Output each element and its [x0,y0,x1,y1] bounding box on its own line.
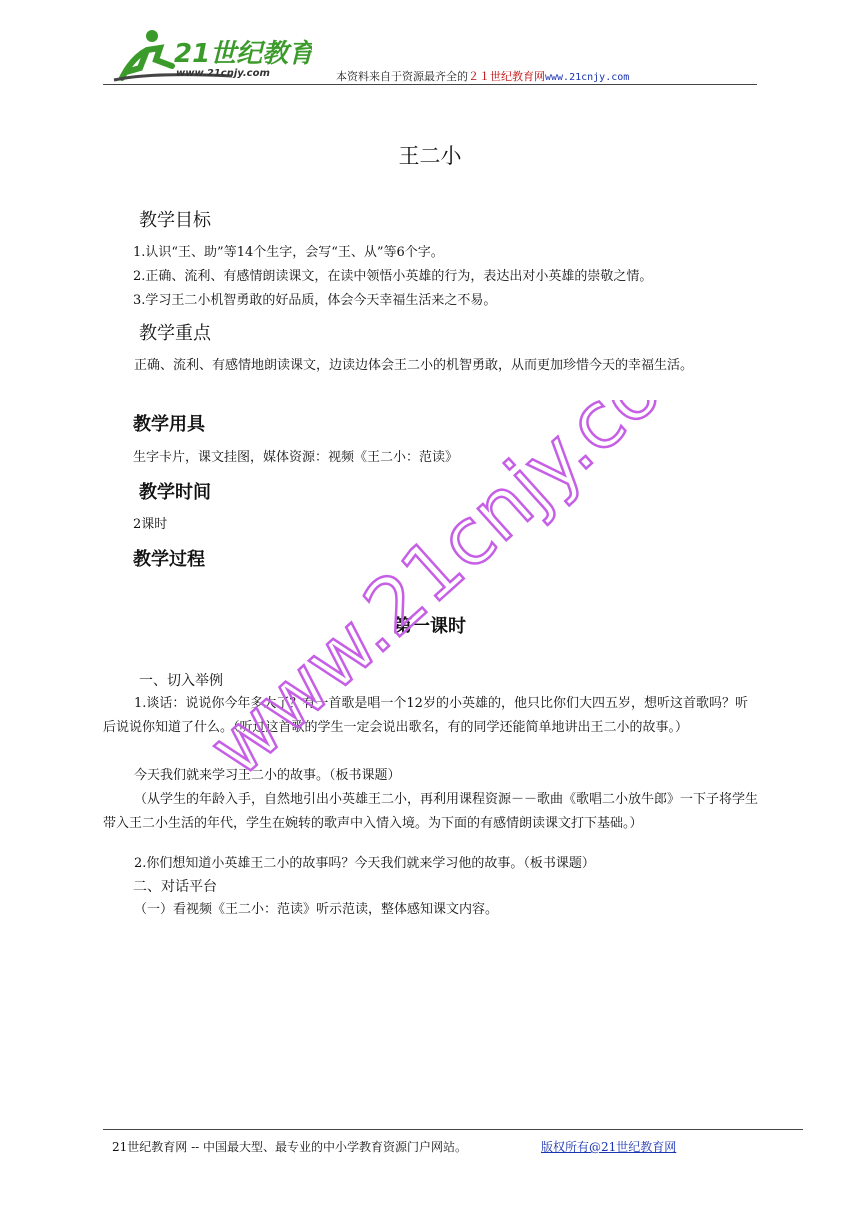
lesson-heading: 第一课时 [394,616,466,637]
logo-url: www.21cnjy.com [176,68,270,79]
footer-divider [103,1129,803,1130]
part1-paragraph-1: 1.谈话：说说你今年多大了？有一首歌是唱一个12岁的小英雄的，他只比你们大四五岁，想听这首歌吗？听后说说你知道了什么。（听过这首歌的学生一定会说出歌名，有的同学还能简单地讲出王二小的故事。） [103,696,748,735]
part1-paragraph-3: （从学生的年龄入手，自然地引出小英雄王二小，再利用课程资源－－歌曲《歌唱二小放牛郎》一下子将学生带入王二小生活的年代，学生在婉转的歌声中入情入境。为下面的有感情朗读课文打下基础。） [103,792,759,831]
focus-text: 正确、流利、有感情地朗读课文，边读边体会王二小的机智勇敢，从而更加珍惜今天的幸福生活。 [134,358,694,373]
header-note-brand[interactable]: ２１世纪教育网 [468,70,545,83]
header-note [336,68,629,84]
focus-heading: 教学重点 [139,323,211,344]
page-title: 王二小 [398,144,462,168]
goals-heading: 教学目标 [139,210,211,231]
goal-item-2: 2.正确、流利、有感情朗读课文，在读中领悟小英雄的行为，表达出对小英雄的崇敬之情。 [133,269,653,284]
header-divider [103,84,757,85]
logo-text: 21世纪教育 [174,39,312,69]
part2-paragraph-1: （一）看视频《王二小：范读》听示范读，整体感知课文内容。 [134,902,499,917]
footer-copyright-link[interactable]: 版权所有@21世纪教育网 [541,1140,677,1154]
tools-text: 生字卡片，课文挂图，媒体资源：视频《王二小：范读》 [133,450,459,465]
goal-item-1: 1.认识“王、助”等14个生字，会写“王、从”等6个字。 [133,245,444,260]
part1-paragraph-4: 2.你们想知道小英雄王二小的故事吗？今天我们就来学习他的故事。（板书课题） [134,856,595,871]
header-note-url[interactable]: www.21cnjy.com [545,72,630,83]
goal-item-3: 3.学习王二小机智勇敢的好品质，体会今天幸福生活来之不易。 [133,293,497,308]
part2-heading: 二、对话平台 [133,879,217,895]
header-note-prefix: 本资料来自于资源最齐全的 [336,70,468,83]
part1-paragraph-2: 今天我们就来学习王二小的故事。（板书课题） [134,768,401,783]
watermark-text: www.21cnjy.com [200,400,680,795]
process-heading: 教学过程 [133,549,205,570]
part1-heading: 一、切入举例 [139,673,223,689]
time-text: 2课时 [133,517,168,532]
tools-heading: 教学用具 [133,414,205,435]
time-heading: 教学时间 [139,482,211,503]
runner-logo-icon [112,28,312,88]
footer-text: 21世纪教育网 -- 中国最大型、最专业的中小学教育资源门户网站。 [112,1140,468,1154]
site-logo [112,28,312,88]
